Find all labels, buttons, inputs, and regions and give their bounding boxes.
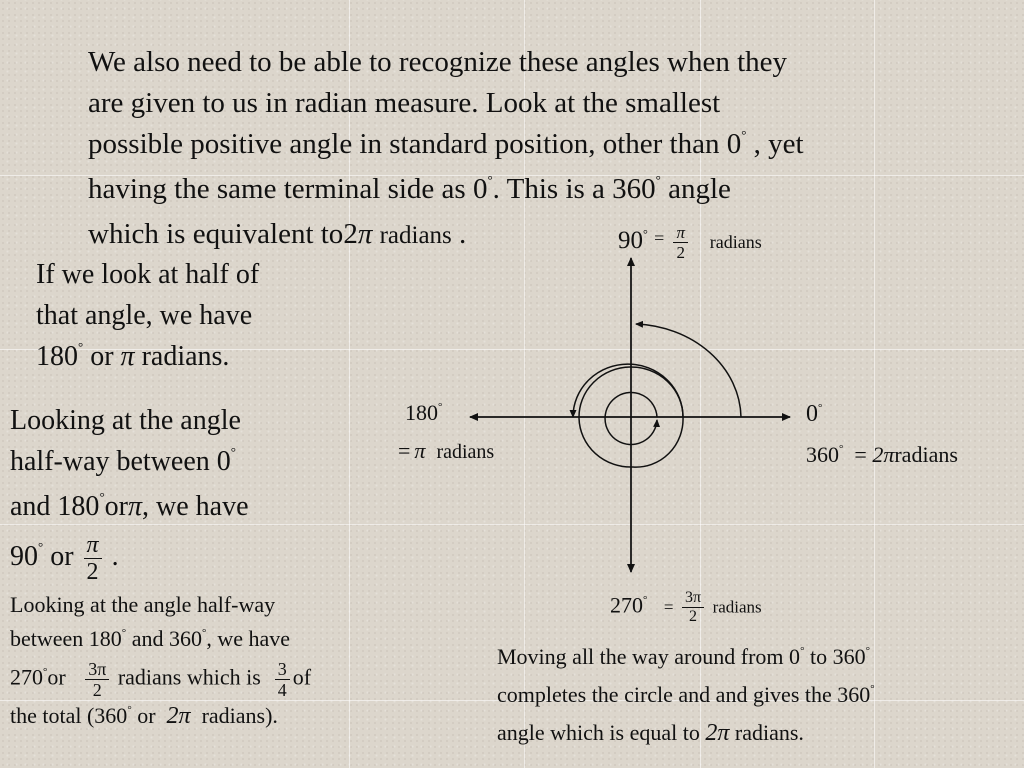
half-deg: 180 <box>36 341 78 372</box>
full-line-1-b: to 360 <box>809 644 866 669</box>
label-180-degrees <box>405 400 442 426</box>
degree-symbol: ° <box>78 339 84 354</box>
two-pi: 2π <box>166 703 191 729</box>
label-90-radians: radians <box>709 232 762 253</box>
label-270-value: 270 <box>610 592 643 618</box>
fraction-numerator: 3π <box>85 660 109 680</box>
intro-line-5-a: which is equivalent to <box>88 218 344 250</box>
degree-symbol: ° <box>438 401 443 413</box>
intro-line-3-text: possible positive angle in standard position, other than 0 <box>88 128 742 160</box>
degree-symbol: ° <box>201 627 207 639</box>
intro-two: 2 <box>343 218 358 250</box>
equals-sign: = <box>398 438 411 463</box>
pi-symbol: π <box>414 438 426 463</box>
fraction-denominator: 2 <box>92 680 102 700</box>
intro-line-1: We also need to be able to recognize these angles when they <box>88 46 788 78</box>
half-radians: radians <box>141 341 223 372</box>
intro-line-4-a: having the same terminal side as 0 <box>88 173 488 205</box>
radians-text: radians <box>436 441 495 463</box>
degree-symbol: ° <box>230 444 236 459</box>
quarter-or: or <box>104 491 128 522</box>
two-pi: 2π <box>872 442 895 467</box>
degree-symbol: ° <box>741 127 747 142</box>
label-180-radians <box>398 438 494 464</box>
degree-symbol: ° <box>121 627 127 639</box>
quarter-line-2-text: half-way between 0 <box>10 446 231 477</box>
quarter-line-3-d: , we have <box>142 491 249 522</box>
degree-symbol: ° <box>655 172 661 187</box>
fraction-numerator: π <box>84 533 102 559</box>
degree-symbol: ° <box>800 645 805 657</box>
radians-text: radians <box>894 442 958 467</box>
two-pi: 2π <box>705 720 730 746</box>
tq-line-4-a: the total (360 <box>10 703 128 728</box>
quarter-line-3-a: and 180 <box>10 491 100 522</box>
fraction-denominator: 2 <box>676 243 685 262</box>
full-line-3-a: angle which is equal to <box>497 720 700 745</box>
half-line-2: that angle, we have <box>36 300 253 331</box>
tq-line-3-c: radians which is <box>117 664 261 690</box>
quarter-line-1: Looking at the angle <box>10 405 241 436</box>
quarter-period: . <box>111 540 119 572</box>
label-360-value: 360 <box>806 442 839 467</box>
degree-symbol: ° <box>870 683 875 695</box>
intro-line-3-end: , yet <box>753 128 804 160</box>
pi-symbol: π <box>120 341 135 372</box>
tq-line-1: Looking at the angle half-way <box>10 592 276 617</box>
equals-sign: = <box>663 597 674 617</box>
label-90-value: 90 <box>618 227 643 255</box>
fraction-denominator: 4 <box>277 680 287 700</box>
radians-text: radians <box>712 597 762 617</box>
equals-sign: = <box>854 442 867 467</box>
label-0-value: 0 <box>806 401 818 427</box>
pi-symbol: π <box>127 491 142 522</box>
arc-180-degrees <box>573 364 683 417</box>
tq-of: of <box>292 664 312 690</box>
label-180-value: 180 <box>405 400 438 425</box>
tq-or: or <box>47 664 66 690</box>
fraction-numerator: π <box>673 224 688 243</box>
degree-symbol: ° <box>127 704 132 716</box>
degree-symbol: ° <box>865 645 870 657</box>
degree-symbol: ° <box>818 402 823 414</box>
intro-line-4-b: . This is a 360 <box>492 173 656 205</box>
label-270-degrees <box>610 590 762 625</box>
intro-period: . <box>459 218 467 250</box>
tq-line-2-b: and 360 <box>131 626 202 651</box>
degree-symbol: ° <box>99 489 105 504</box>
tq-line-2-c: , we have <box>206 626 291 651</box>
equals-sign: = <box>654 228 665 249</box>
tq-line-2-a: between 180 <box>10 626 122 651</box>
half-or: or <box>90 341 114 372</box>
full-line-1-a: Moving all the way around from 0 <box>497 644 801 669</box>
tq-or-2: or <box>137 703 156 728</box>
degree-symbol: ° <box>487 172 493 187</box>
full-line-3-c: radians. <box>734 720 804 745</box>
fraction-numerator: 3 <box>275 660 290 680</box>
degree-symbol: ° <box>43 665 48 678</box>
pi-over-two-fraction <box>673 224 688 261</box>
label-360-degrees <box>806 442 958 468</box>
label-0-degrees <box>806 401 822 428</box>
degree-symbol: ° <box>643 227 648 242</box>
three-pi-over-two-fraction <box>682 590 704 625</box>
intro-line-2: are given to us in radian measure. Look at the smallest <box>88 87 721 119</box>
label-90-degrees <box>618 224 762 261</box>
half-line-1: If we look at half of <box>36 259 260 290</box>
tq-line-4-d: radians). <box>201 703 278 728</box>
degree-symbol: ° <box>839 443 844 455</box>
full-line-2-a: completes the circle and and gives the 360 <box>497 682 871 707</box>
intro-line-4-c: angle <box>668 173 731 205</box>
quarter-deg: 90 <box>10 540 38 572</box>
tq-270: 270 <box>10 664 43 690</box>
pi-symbol: π <box>357 218 373 250</box>
degree-symbol: ° <box>38 538 44 554</box>
intro-radians: radians <box>379 222 452 249</box>
degree-symbol: ° <box>643 593 648 606</box>
quarter-or-2: or <box>50 540 74 572</box>
half-period: . <box>222 341 230 372</box>
fraction-numerator: 3π <box>682 590 704 608</box>
fraction-denominator: 2 <box>689 608 698 625</box>
fraction-denominator: 2 <box>86 559 99 585</box>
